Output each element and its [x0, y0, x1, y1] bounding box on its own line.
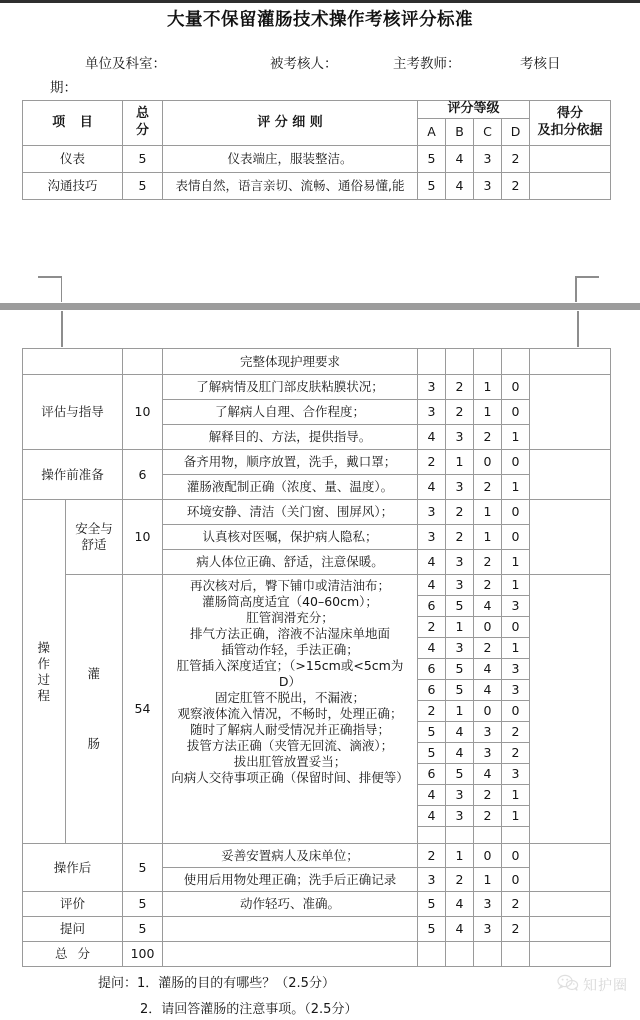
row-item-label: 沟通技巧	[23, 172, 123, 199]
meta-field-examinee: 被考核人：	[270, 56, 338, 72]
table-row	[23, 450, 611, 475]
table-header-row-1	[23, 101, 611, 119]
watermark-text: 知护圈	[583, 978, 628, 994]
meta-field-examiner: 主考教师：	[393, 56, 461, 72]
row-score-c: 1	[474, 525, 502, 550]
row-score-a: 4	[418, 806, 446, 827]
row-score-b	[446, 827, 474, 844]
row-score-b: 2	[446, 375, 474, 400]
row-score-d: 3	[502, 680, 530, 701]
row-score-a: 4	[418, 638, 446, 659]
row-criteria-detail: 向病人交待事项正确（保留时间、排便等）	[171, 770, 409, 785]
row-score-d: 0	[502, 500, 530, 525]
row-score-d: 0	[502, 450, 530, 475]
row-score-b: 3	[446, 425, 474, 450]
row-score-a: 3	[418, 375, 446, 400]
footer-question-2: 2．请回答灌肠的注意事项。（2.5分）	[140, 1002, 358, 1017]
row-score-d: 1	[502, 806, 530, 827]
row-score-b: 5	[446, 764, 474, 785]
row-total-score: 5	[123, 145, 163, 172]
section-total-post-operation: 5	[123, 844, 163, 892]
row-score-c: 2	[474, 785, 502, 806]
row-score-a: 5	[418, 145, 446, 172]
row-score-a: 3	[418, 525, 446, 550]
scoring-table-part-2	[22, 348, 611, 967]
section-label-evaluation: 评价	[23, 892, 123, 917]
page-break-separator	[0, 303, 640, 310]
row-criteria-detail	[163, 917, 418, 942]
row-score-d: 2	[502, 145, 530, 172]
row-score-basis	[530, 575, 611, 844]
header-cell-grade-b: B	[446, 118, 474, 145]
row-criteria-detail: 拔管方法正确（夹管无回流、滴液）；	[186, 738, 394, 753]
row-score-c: 1	[474, 868, 502, 892]
row-score-c: 2	[474, 575, 502, 596]
row-score-d: 2	[502, 917, 530, 942]
header-meta-line-1	[0, 52, 640, 72]
row-score-a: 5	[418, 743, 446, 764]
total-row-score-basis	[530, 942, 611, 967]
row-score-b: 4	[446, 743, 474, 764]
meta-field-date-continuation: 期：	[50, 80, 77, 96]
row-criteria-detail: 了解病情及肛门部皮肤粘膜状况；	[163, 375, 418, 400]
row-criteria-detail: 拔出肛管放置妥当；	[233, 754, 347, 769]
row-score-d: 1	[502, 425, 530, 450]
row-score-b: 2	[446, 868, 474, 892]
section-label-post-operation: 操作后	[23, 844, 123, 892]
row-score-c: 3	[474, 743, 502, 764]
row-score-a: 6	[418, 680, 446, 701]
row-score-b: 3	[446, 550, 474, 575]
row-item-label	[23, 349, 123, 375]
row-score-c: 3	[474, 172, 502, 199]
row-score-b: 2	[446, 500, 474, 525]
row-score-d: 3	[502, 659, 530, 680]
row-criteria-detail: 肛管润滑充分；	[246, 610, 334, 625]
row-criteria-detail: 完整体现护理要求	[163, 349, 418, 375]
row-score-c	[474, 349, 502, 375]
total-row-detail	[163, 942, 418, 967]
row-score-b: 4	[446, 172, 474, 199]
row-score-b: 2	[446, 525, 474, 550]
operation-process-char-3: 过	[37, 671, 51, 687]
row-total-score	[123, 349, 163, 375]
enema-criteria-list	[163, 575, 418, 844]
header-cell-grade-d: D	[502, 118, 530, 145]
row-score-basis	[530, 450, 611, 500]
row-score-d: 3	[502, 596, 530, 617]
header-cell-total-score: 总 分	[123, 101, 163, 146]
crop-mark-bottom-left	[61, 311, 63, 347]
row-score-b: 3	[446, 638, 474, 659]
total-row-score-c	[474, 942, 502, 967]
row-score-d	[502, 827, 530, 844]
row-score-c: 2	[474, 806, 502, 827]
row-score-d: 0	[502, 617, 530, 638]
row-score-a	[418, 827, 446, 844]
row-score-a: 2	[418, 701, 446, 722]
operation-process-char-4: 程	[37, 687, 51, 703]
row-score-b: 4	[446, 917, 474, 942]
row-score-a: 3	[418, 400, 446, 425]
row-score-d: 1	[502, 475, 530, 500]
row-score-a: 6	[418, 659, 446, 680]
row-score-b: 1	[446, 450, 474, 475]
row-score-b: 4	[446, 892, 474, 917]
crop-mark-top-left	[38, 276, 62, 302]
row-score-a: 4	[418, 550, 446, 575]
row-score-basis	[530, 844, 611, 892]
row-criteria-detail: 备齐用物，顺序放置，洗手，戴口罩；	[163, 450, 418, 475]
row-score-c: 1	[474, 500, 502, 525]
wechat-logo-icon	[557, 974, 579, 996]
row-score-a: 4	[418, 475, 446, 500]
header-cell-grade-group: 评分等级	[418, 101, 530, 119]
operation-process-char-2: 作	[37, 655, 51, 671]
footer-question-1: 提问：1．灌肠的目的有哪些？（2.5分）	[98, 976, 335, 991]
row-criteria-detail: 妥善安置病人及床单位；	[163, 844, 418, 868]
row-score-d: 1	[502, 638, 530, 659]
section-total-evaluation: 5	[123, 892, 163, 917]
row-score-b: 1	[446, 701, 474, 722]
row-criteria-detail: 观察液体流入情况，不畅时，处理正确；	[177, 706, 403, 721]
meta-field-unit-department: 单位及科室：	[85, 56, 166, 72]
table-row	[23, 892, 611, 917]
row-score-d: 2	[502, 743, 530, 764]
row-criteria-detail: 排气方法正确，溶液不沾湿床单地面	[189, 626, 390, 641]
row-score-c: 4	[474, 680, 502, 701]
page-title: 大量不保留灌肠技术操作考核评分标准	[167, 10, 473, 30]
row-score-b: 3	[446, 785, 474, 806]
row-score-basis	[530, 917, 611, 942]
row-criteria-detail: 环境安静、清洁（关门窗、围屏风）；	[163, 500, 418, 525]
row-score-a: 3	[418, 868, 446, 892]
row-score-d: 3	[502, 764, 530, 785]
watermark	[557, 974, 628, 996]
table-row-total	[23, 942, 611, 967]
row-score-c: 3	[474, 722, 502, 743]
row-score-d: 0	[502, 701, 530, 722]
row-score-basis	[530, 349, 611, 375]
row-score-d: 2	[502, 892, 530, 917]
section-total-questions: 5	[123, 917, 163, 942]
subsection-label-enema	[66, 575, 123, 844]
row-criteria-detail: 灌肠液配制正确（浓度、量、温度）。	[163, 475, 418, 500]
row-score-a: 6	[418, 764, 446, 785]
row-score-d: 2	[502, 722, 530, 743]
row-score-d: 0	[502, 525, 530, 550]
row-criteria-detail: 插管动作轻，手法正确；	[221, 642, 359, 657]
row-score-a: 2	[418, 617, 446, 638]
row-score-b: 2	[446, 400, 474, 425]
row-total-score: 5	[123, 172, 163, 199]
row-score-a: 5	[418, 722, 446, 743]
table-row	[23, 172, 611, 199]
row-criteria-detail: 病人体位正确、舒适，注意保暖。	[163, 550, 418, 575]
row-score-d: 0	[502, 400, 530, 425]
total-row-score-a	[418, 942, 446, 967]
table-row-enema-block	[23, 575, 611, 596]
row-score-b: 3	[446, 475, 474, 500]
row-score-d	[502, 349, 530, 375]
row-score-c: 1	[474, 400, 502, 425]
table-row	[23, 145, 611, 172]
row-score-d: 1	[502, 575, 530, 596]
table-row	[23, 917, 611, 942]
row-score-basis	[530, 172, 611, 199]
row-score-a: 2	[418, 450, 446, 475]
row-score-basis	[530, 892, 611, 917]
crop-mark-bottom-right	[577, 311, 579, 347]
row-score-c: 3	[474, 145, 502, 172]
row-score-a: 5	[418, 892, 446, 917]
meta-field-exam-date: 考核日	[520, 56, 561, 72]
total-row-label: 总 分	[23, 942, 123, 967]
header-cell-grade-a: A	[418, 118, 446, 145]
row-criteria-detail: 随时了解病人耐受情况并正确指导；	[189, 722, 390, 737]
total-row-value: 100	[123, 942, 163, 967]
row-criteria-detail: 了解病人自理、合作程度；	[163, 400, 418, 425]
row-score-c: 0	[474, 450, 502, 475]
row-criteria-detail: 解释目的、方法，提供指导。	[163, 425, 418, 450]
row-score-c: 2	[474, 550, 502, 575]
row-score-a: 6	[418, 596, 446, 617]
row-score-b: 4	[446, 145, 474, 172]
table-row	[23, 500, 611, 525]
operation-process-char-1: 操	[37, 639, 51, 655]
crop-mark-top-right	[575, 276, 599, 302]
row-criteria-detail: 使用后用物处理正确；洗手后正确记录	[163, 868, 418, 892]
subsection-total-enema: 54	[123, 575, 163, 844]
row-score-basis	[530, 500, 611, 575]
total-row-score-d	[502, 942, 530, 967]
row-score-b: 5	[446, 596, 474, 617]
row-score-basis	[530, 375, 611, 450]
table-row	[23, 375, 611, 400]
row-criteria-detail: 认真核对医嘱，保护病人隐私；	[163, 525, 418, 550]
row-criteria-detail: 肛管插入深度适宜；（>15cm或<5cm为	[176, 658, 404, 673]
row-item-label: 仪表	[23, 145, 123, 172]
total-row-score-b	[446, 942, 474, 967]
row-score-c: 2	[474, 475, 502, 500]
header-meta-line-2	[0, 76, 640, 96]
row-score-d: 2	[502, 172, 530, 199]
row-score-b: 3	[446, 575, 474, 596]
header-cell-score-basis: 得分 及扣分依据	[530, 101, 611, 146]
row-score-a: 4	[418, 425, 446, 450]
header-cell-grade-c: C	[474, 118, 502, 145]
row-score-a: 2	[418, 844, 446, 868]
row-score-b: 1	[446, 617, 474, 638]
row-score-a: 4	[418, 785, 446, 806]
row-score-d: 0	[502, 375, 530, 400]
row-criteria-detail: 动作轻巧、准确。	[163, 892, 418, 917]
row-criteria-detail: 仪表端庄，服装整洁。	[163, 145, 418, 172]
row-score-c: 2	[474, 638, 502, 659]
row-score-c: 3	[474, 892, 502, 917]
section-label-assessment-guidance: 评估与指导	[23, 375, 123, 450]
row-score-a: 5	[418, 172, 446, 199]
row-score-b	[446, 349, 474, 375]
row-score-c: 2	[474, 425, 502, 450]
row-score-c	[474, 827, 502, 844]
section-label-pre-operation-prep: 操作前准备	[23, 450, 123, 500]
row-score-c: 1	[474, 375, 502, 400]
row-criteria-detail: 再次核对后，臀下铺巾或清洁油布；	[189, 578, 390, 593]
row-score-d: 1	[502, 785, 530, 806]
section-total-pre-operation-prep: 6	[123, 450, 163, 500]
table-row-continuation	[23, 349, 611, 375]
row-score-b: 4	[446, 722, 474, 743]
row-score-b: 1	[446, 844, 474, 868]
row-score-basis	[530, 145, 611, 172]
table-row	[23, 844, 611, 868]
row-score-a	[418, 349, 446, 375]
row-score-a: 3	[418, 500, 446, 525]
subsection-label-safety-comfort: 安全与 舒适	[66, 500, 123, 575]
enema-char-1: 灌	[87, 666, 101, 681]
row-score-a: 5	[418, 917, 446, 942]
row-score-c: 0	[474, 844, 502, 868]
row-score-b: 5	[446, 680, 474, 701]
row-score-c: 0	[474, 617, 502, 638]
section-label-operation-process	[23, 500, 66, 844]
row-criteria-detail: 表情自然，语言亲切、流畅、通俗易懂,能	[163, 172, 418, 199]
section-label-questions: 提问	[23, 917, 123, 942]
top-band	[0, 0, 640, 3]
row-score-c: 4	[474, 764, 502, 785]
row-score-d: 1	[502, 550, 530, 575]
row-score-c: 4	[474, 659, 502, 680]
row-score-d: 0	[502, 844, 530, 868]
header-cell-item: 项 目	[23, 101, 123, 146]
row-score-d: 0	[502, 868, 530, 892]
row-criteria-detail: 灌肠筒高度适宜（40–60cm）；	[202, 594, 378, 609]
scoring-table-part-1	[22, 100, 611, 200]
row-score-b: 3	[446, 806, 474, 827]
subsection-total-safety-comfort: 10	[123, 500, 163, 575]
row-score-a: 4	[418, 575, 446, 596]
row-score-b: 5	[446, 659, 474, 680]
enema-char-2: 肠	[87, 736, 101, 751]
row-criteria-detail: 固定肛管不脱出，不漏液；	[214, 690, 365, 705]
row-criteria-detail: D）	[278, 674, 302, 689]
row-score-c: 3	[474, 917, 502, 942]
header-cell-criteria: 评 分 细 则	[163, 101, 418, 146]
section-total-assessment-guidance: 10	[123, 375, 163, 450]
row-score-c: 0	[474, 701, 502, 722]
row-score-c: 4	[474, 596, 502, 617]
